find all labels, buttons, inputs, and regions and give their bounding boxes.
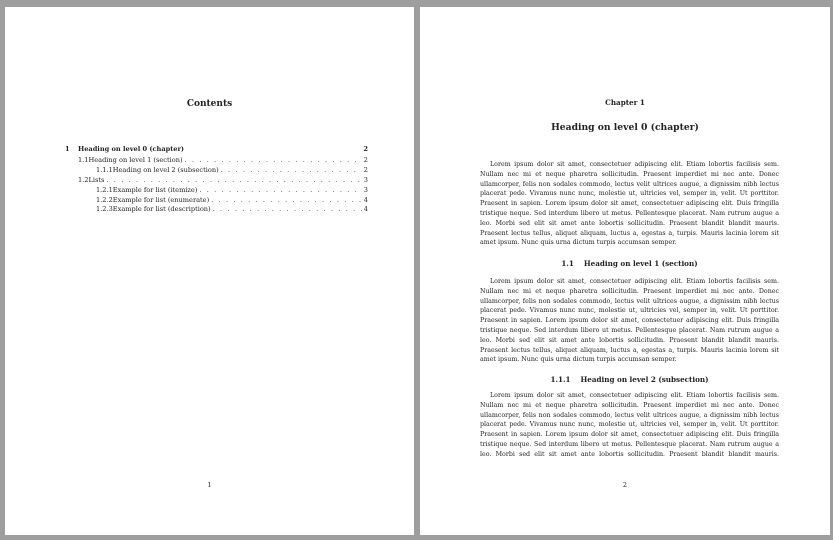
toc-number: 1: [65, 145, 70, 153]
toc-title: Example for list (enumerate): [112, 195, 210, 204]
subsection-title: Heading on level 2 (subsection): [580, 375, 709, 384]
toc-title: Lists: [88, 175, 105, 184]
contents-title: Contents: [186, 99, 233, 109]
chapter-title: Heading on level 0 (chapter): [551, 122, 699, 133]
toc-entry-subsection[interactable]: [65, 205, 368, 215]
table-of-contents: [65, 145, 368, 215]
toc-entry-chapter[interactable]: [65, 145, 368, 155]
toc-number: 1.2.2: [96, 195, 113, 204]
toc-page: 4: [363, 205, 368, 214]
toc-title: Heading on level 0 (chapter): [78, 145, 185, 153]
toc-page: 2: [363, 145, 368, 153]
toc-page: 2: [363, 165, 368, 174]
toc-number: 1.1.1: [96, 165, 113, 174]
page-number: 2: [622, 481, 628, 489]
subsection-number: 1.1.1: [550, 375, 571, 384]
toc-entry-subsection[interactable]: [65, 196, 368, 206]
toc-title: Example for list (description): [112, 205, 211, 214]
body-paragraph: Lorem ipsum dolor sit amet, consectetuer adipiscing elit. Etiam lobortis facilisis sem. Nullam nec mi et neque pharetra sollicitudin. Praesent imperdiet mi nec ante. Donec ullamcorper, felis non sodales commodo, lectus velit ultrices augue, a dignissim nibh lectus placerat pede. Vivamus nunc nunc, molestie ut, ultricies vel, semper in, velit. Ut porttitor. Praesent in sapien. Lorem ipsum dolor sit amet, consectetuer adipiscing elit. Duis fringilla tristique neque. Sed interdum libero ut metus. Pellentesque placerat. Nam rutrum augue a leo. Morbi sed elit sit amet ante lobortis sollicitudin. Praesent blandit blandit mauris. Praesent lectus tellus, aliquet aliquam, luctus a, egestas a, turpis. Mauris lacinia lorem sit amet ipsum. Nunc quis urna dictum turpis accumsan semper.: [480, 278, 779, 364]
page-number: 1: [207, 481, 212, 489]
toc-page: 4: [363, 195, 368, 204]
toc-page: 3: [363, 185, 368, 194]
toc-number: 1.2: [78, 175, 89, 184]
toc-leader-dots: [213, 205, 362, 215]
page-2: [420, 7, 830, 535]
section-number: 1.1: [561, 259, 574, 268]
toc-number: 1.2.3: [96, 205, 113, 214]
toc-title: Heading on level 2 (subsection): [112, 165, 219, 174]
section-title: Heading on level 1 (section): [583, 259, 698, 268]
toc-entry-subsection[interactable]: [65, 166, 368, 176]
toc-entry-subsection[interactable]: [65, 186, 368, 196]
chapter-label: Chapter 1: [605, 98, 645, 107]
toc-page: 3: [363, 175, 368, 184]
toc-number: 1.2.1: [96, 185, 113, 194]
toc-leader-dots: [185, 156, 362, 166]
page-1: [5, 7, 414, 535]
body-paragraph: Lorem ipsum dolor sit amet, consectetuer adipiscing elit. Etiam lobortis facilisis sem. Nullam nec mi et neque pharetra sollicitudin. Praesent imperdiet mi nec ante. Donec ullamcorper, felis non sodales commodo, lectus velit ultrices augue, a dignissim nibh lectus placerat pede. Vivamus nunc nunc, molestie ut, ultricies vel, semper in, velit. Ut porttitor. Praesent in sapien. Lorem ipsum dolor sit amet, consectetuer adipiscing elit. Duis fringilla tristique neque. Sed interdum libero ut metus. Pellentesque placerat. Nam rutrum augue a leo. Morbi sed elit sit amet ante lobortis sollicitudin. Praesent blandit blandit mauris.: [480, 392, 779, 458]
toc-page: 2: [363, 155, 368, 164]
toc-title: Heading on level 1 (section): [88, 155, 183, 164]
toc-title: Example for list (itemize): [112, 185, 198, 194]
subsection-heading: [480, 375, 779, 384]
section-heading: [480, 259, 779, 268]
toc-entry-section[interactable]: [65, 156, 368, 166]
toc-entry-section[interactable]: [65, 176, 368, 186]
toc-leader-dots: [106, 176, 361, 186]
body-paragraph: Lorem ipsum dolor sit amet, consectetuer adipiscing elit. Etiam lobortis facilisis sem. Nullam nec mi et neque pharetra sollicitudin. Praesent imperdiet mi nec ante. Donec ullamcorper, felis non sodales commodo, lectus velit ultrices augue, a dignissim nibh lectus placerat pede. Vivamus nunc nunc, molestie ut, ultricies vel, semper in, velit. Ut porttitor. Praesent in sapien. Lorem ipsum dolor sit amet, consectetuer adipiscing elit. Duis fringilla tristique neque. Sed interdum libero ut metus. Pellentesque placerat. Nam rutrum augue a leo. Morbi sed elit sit amet ante lobortis sollicitudin. Praesent blandit blandit mauris. Praesent lectus tellus, aliquet aliquam, luctus a, egestas a, turpis. Mauris lacinia lorem sit amet ipsum. Nunc quis urna dictum turpis accumsan semper.: [480, 161, 779, 247]
toc-number: 1.1: [78, 155, 89, 164]
toc-leader-dots: [211, 196, 362, 206]
toc-leader-dots: [199, 186, 361, 196]
toc-leader-dots: [221, 166, 362, 176]
